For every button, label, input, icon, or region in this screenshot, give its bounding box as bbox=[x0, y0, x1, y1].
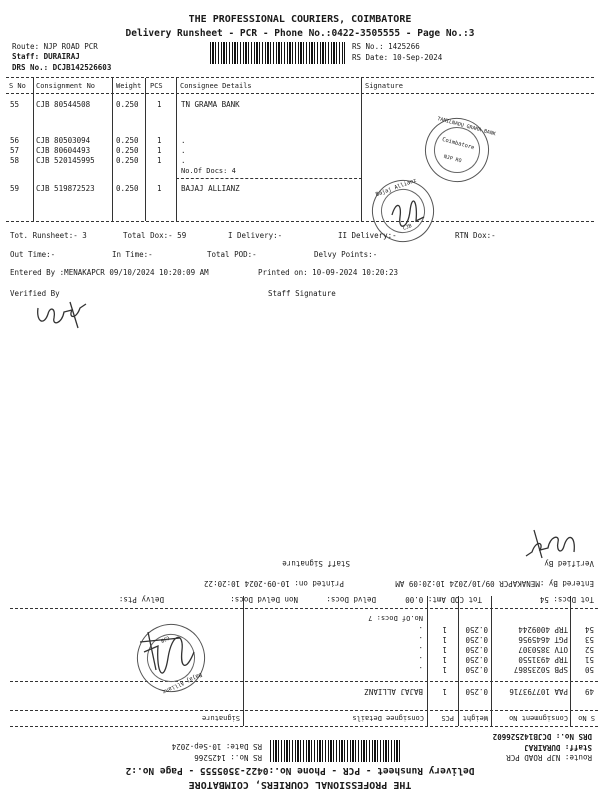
row-consignment: CJB 80544508 bbox=[36, 100, 91, 109]
row-sno: 50 bbox=[584, 665, 594, 674]
stamp-text: Bajaj Allianz bbox=[161, 670, 203, 695]
row-details: . bbox=[418, 645, 423, 654]
staff: Staff: DURAIRAJ bbox=[12, 52, 80, 61]
header-pcs: PCS bbox=[150, 82, 163, 90]
i-delivery: I Delivery:- bbox=[228, 231, 283, 240]
rs-number: RS No.: 1425266 bbox=[194, 753, 262, 762]
row-consignment: CJB 520145995 bbox=[36, 156, 95, 165]
header-consignee: Consignee Details bbox=[352, 714, 424, 722]
row-details: . bbox=[418, 635, 423, 644]
row-pcs: 1 bbox=[157, 184, 162, 193]
no-of-docs: No.Of Docs: 7 bbox=[368, 614, 423, 622]
rtn-dox: RTN Dox:- bbox=[455, 231, 496, 240]
row-details: . bbox=[418, 655, 423, 664]
tot-docs: Tot Docs: 54 bbox=[539, 595, 594, 604]
header-sno: S No bbox=[9, 82, 26, 90]
row-weight: 0.250 bbox=[116, 100, 139, 109]
row-weight: 0.250 bbox=[465, 655, 488, 664]
stamp-text: CJB bbox=[159, 634, 171, 644]
staff-signature: Staff Signature bbox=[268, 289, 336, 298]
total-dox: Total Dox:- 59 bbox=[123, 231, 187, 240]
verified-by: Verified By bbox=[544, 559, 594, 568]
stamp-text: Bajaj Allianz bbox=[374, 177, 418, 199]
delvy-pts: Delvy Pts: bbox=[118, 595, 164, 604]
verified-signature bbox=[520, 524, 580, 564]
row-details: TN GRAMA BANK bbox=[181, 100, 240, 109]
stamp-text: TAMILNADU GRAMA BANK bbox=[436, 115, 497, 138]
company-title: THE PROFESSIONAL COURIERS, COIMBATORE bbox=[188, 779, 412, 790]
route: Route: NJP ROAD PCR bbox=[506, 753, 592, 762]
row-consignment: PAA 107793716 bbox=[509, 687, 568, 696]
row-pcs: 1 bbox=[442, 665, 447, 674]
rs-date: RS Date: 10-Sep-2024 bbox=[352, 53, 443, 62]
row-pcs: 1 bbox=[442, 625, 447, 634]
rs-number: RS No.: 1425266 bbox=[352, 42, 420, 51]
verified-by: Verified By bbox=[10, 289, 60, 298]
header-sno: S No bbox=[578, 714, 595, 722]
row-sno: 58 bbox=[10, 156, 20, 165]
row-details: BAJAJ ALLIANZ bbox=[181, 184, 240, 193]
row-weight: 0.250 bbox=[465, 635, 488, 644]
staff: Staff: DURAIRAJ bbox=[524, 743, 592, 752]
header-pcs: PCS bbox=[441, 714, 454, 722]
row-weight: 0.250 bbox=[465, 645, 488, 654]
row-weight: 0.250 bbox=[465, 665, 488, 674]
row-consignment: TRP 4931550 bbox=[518, 655, 568, 664]
row-pcs: 1 bbox=[442, 687, 447, 696]
stamp-text: Coimbatore bbox=[441, 136, 475, 152]
row-details: . bbox=[418, 625, 423, 634]
delvy-points: Delvy Points:- bbox=[314, 250, 378, 259]
header-consignment: Consignment No bbox=[36, 82, 96, 90]
drs-number: DRS No.: DCJB142526603 bbox=[12, 63, 112, 72]
row-pcs: 1 bbox=[442, 635, 447, 644]
header-signature: Signature bbox=[202, 714, 240, 722]
runsheet-subtitle: Delivery Runsheet - PCR - Phone No.:0422-3505555 - Page No.:2 bbox=[125, 765, 475, 776]
staff-signature: Staff Signature bbox=[282, 559, 350, 568]
row-consignment: CJB 80503094 bbox=[36, 136, 91, 145]
row-details: . bbox=[418, 665, 423, 674]
row-weight: 0.250 bbox=[116, 156, 139, 165]
row-consignment: CJB 519872523 bbox=[36, 184, 95, 193]
row-details: . bbox=[181, 146, 186, 155]
row-pcs: 1 bbox=[157, 156, 162, 165]
row-sno: 59 bbox=[10, 184, 20, 193]
row-sno: 55 bbox=[10, 100, 20, 109]
row-pcs: 1 bbox=[157, 100, 162, 109]
row-pcs: 1 bbox=[157, 146, 162, 155]
row-consignment: TRP 4009244 bbox=[518, 625, 568, 634]
stamp-text: CJB bbox=[402, 223, 413, 232]
row-consignment: PGT 4645956 bbox=[518, 635, 568, 644]
row-details: . bbox=[181, 136, 186, 145]
header-weight: Weight bbox=[116, 82, 142, 90]
header-signature: Signature bbox=[365, 82, 403, 90]
row-weight: 0.250 bbox=[116, 146, 139, 155]
runsheet-subtitle: Delivery Runsheet - PCR - Phone No.:0422-3505555 - Page No.:3 bbox=[125, 28, 475, 39]
row-details: . bbox=[181, 156, 186, 165]
tot-cod: Tot COD Amt: 0.00 bbox=[405, 595, 482, 604]
row-sno: 52 bbox=[584, 645, 594, 654]
row-sno: 51 bbox=[584, 655, 594, 664]
header-consignment: Consignment No bbox=[508, 714, 568, 722]
row-sno: 49 bbox=[584, 687, 594, 696]
row-weight: 0.250 bbox=[116, 136, 139, 145]
ii-delivery: II Delivery:- bbox=[338, 231, 397, 240]
entered-by: Entered By :MENAKAPCR 09/10/2024 10:20:09 AM bbox=[395, 579, 594, 588]
delvd-docs: Delvd Docs: bbox=[326, 595, 376, 604]
row-weight: 0.250 bbox=[116, 184, 139, 193]
printed-on: Printed on: 10-09-2024 10:20:23 bbox=[258, 268, 398, 277]
non-delvd-docs: Non Delvd Docs: bbox=[230, 595, 298, 604]
row-details: BAJAJ ALLIANZ bbox=[364, 687, 423, 696]
signature-scribble bbox=[130, 624, 200, 682]
tot-runsheet: Tot. Runsheet:- 3 bbox=[10, 231, 87, 240]
header-weight: Weight bbox=[462, 714, 488, 722]
row-weight: 0.250 bbox=[465, 687, 488, 696]
drs-number: DRS No.: DCJB142526602 bbox=[492, 732, 592, 741]
no-of-docs: No.Of Docs: 4 bbox=[181, 167, 236, 175]
entered-by: Entered By :MENAKAPCR 09/10/2024 10:20:09 AM bbox=[10, 268, 209, 277]
row-consignment: OTV 3850307 bbox=[518, 645, 568, 654]
out-time: Out Time:- bbox=[10, 250, 56, 259]
total-pod: Total POD:- bbox=[207, 250, 257, 259]
row-consignment: SPB 50235867 bbox=[513, 665, 568, 674]
stamp-text: NJP RO bbox=[443, 153, 463, 165]
row-consignment: CJB 80604493 bbox=[36, 146, 91, 155]
row-sno: 57 bbox=[10, 146, 20, 155]
printed-on: Printed on: 10-09-2024 10:20:22 bbox=[204, 579, 344, 588]
row-sno: 53 bbox=[584, 635, 594, 644]
rs-date: RS Date: 10-Sep-2024 bbox=[171, 742, 262, 751]
header-consignee: Consignee Details bbox=[180, 82, 252, 90]
row-pcs: 1 bbox=[442, 655, 447, 664]
row-sno: 56 bbox=[10, 136, 20, 145]
row-pcs: 1 bbox=[157, 136, 162, 145]
company-title: THE PROFESSIONAL COURIERS, COIMBATORE bbox=[188, 14, 412, 25]
row-sno: 54 bbox=[584, 625, 594, 634]
barcode bbox=[270, 740, 400, 762]
route: Route: NJP ROAD PCR bbox=[12, 42, 98, 51]
row-weight: 0.250 bbox=[465, 625, 488, 634]
in-time: In Time:- bbox=[112, 250, 153, 259]
row-pcs: 1 bbox=[442, 645, 447, 654]
